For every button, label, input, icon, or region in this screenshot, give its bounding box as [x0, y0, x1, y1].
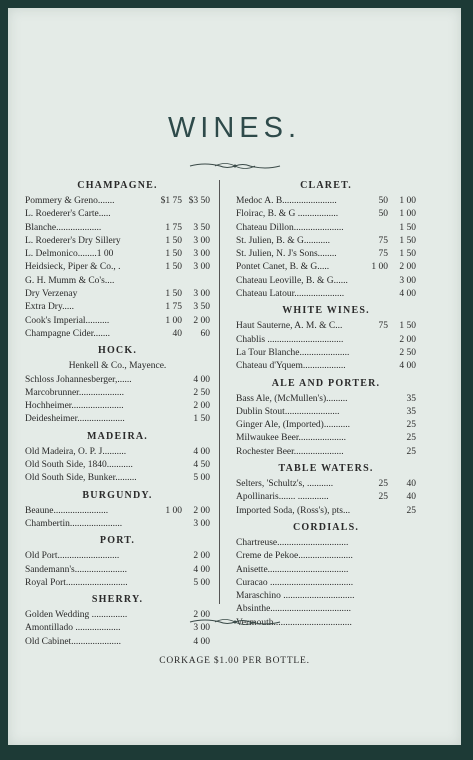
item-name: Chablis ................................ [236, 334, 344, 345]
item-price-bottle: 4 00 [193, 446, 210, 457]
menu-item-row [25, 328, 210, 341]
item-price-glass: 25 [378, 492, 388, 503]
section-heading: TABLE WATERS. [278, 463, 374, 475]
item-price-bottle: 3 00 [193, 623, 210, 634]
item-name: Pontet Canet, B. & G..... [236, 262, 330, 273]
item-price-glass: 1 75 [165, 222, 182, 233]
item-name: Ginger Ale, (Imported)........... [236, 420, 350, 431]
item-price-bottle: 2 00 [193, 551, 210, 562]
item-name: Chartreuse.............................. [236, 537, 349, 548]
menu-item-row [236, 491, 416, 504]
item-price-bottle: 2 00 [193, 315, 210, 326]
menu-item-row [236, 478, 416, 491]
item-price-glass: 1 00 [371, 262, 388, 273]
menu-item-row [25, 564, 210, 577]
item-price-glass: 1 50 [165, 289, 182, 300]
menu-item-row [25, 577, 210, 590]
item-price-bottle: 40 [406, 492, 416, 503]
item-name: L. Delmonico........1 00 [25, 249, 114, 260]
menu-item-row [236, 275, 416, 288]
menu-item-row [25, 550, 210, 563]
item-price-bottle: 1 50 [193, 414, 210, 425]
menu-item-row [236, 347, 416, 360]
column-divider [219, 180, 220, 604]
menu-item-row [236, 235, 416, 248]
item-price-glass: 75 [378, 321, 388, 332]
item-name: St. Julien, N. J's Sons........ [236, 249, 337, 260]
menu-item-row [236, 406, 416, 419]
menu-item-row [25, 374, 210, 387]
menu-item-row [25, 636, 210, 649]
item-price-bottle: 3 50 [193, 302, 210, 313]
menu-item-row [236, 248, 416, 261]
item-name: La Tour Blanche..................... [236, 347, 350, 358]
menu-item-row [25, 400, 210, 413]
section-heading: CLARET. [300, 180, 352, 191]
menu-item-row [236, 577, 416, 590]
item-price-bottle: 60 [200, 328, 210, 339]
menu-item-row [25, 609, 210, 622]
item-price-bottle: 3 00 [193, 235, 210, 246]
item-name: Absinthe.................................. [236, 604, 352, 615]
item-price-bottle: 4 00 [193, 636, 210, 647]
menu-item-row [236, 393, 416, 406]
item-name: Bass Ale, (McMullen's)......... [236, 393, 348, 404]
section-heading: HOCK. [97, 345, 138, 357]
item-price-bottle: 25 [406, 420, 416, 431]
item-price-bottle: 2 00 [193, 610, 210, 621]
item-name: Chateau d'Yquem.................. [236, 361, 346, 372]
item-name: Heidsieck, Piper & Co., . [25, 262, 121, 273]
menu-item-row [236, 195, 416, 208]
item-price-bottle: 4 00 [399, 361, 416, 372]
menu-item-row [25, 459, 210, 472]
menu-item-row [236, 419, 416, 432]
menu-item-row [236, 564, 416, 577]
item-name: Schloss Johannesberger,...... [25, 374, 132, 385]
section-heading: ALE AND PORTER. [271, 377, 381, 389]
menu-item-row [25, 288, 210, 301]
menu-item-row [25, 208, 210, 221]
section-heading: CHAMPAGNE. [77, 180, 158, 191]
menu-item-row [236, 432, 416, 445]
item-price-bottle: 3 00 [193, 262, 210, 273]
menu-item-row [25, 446, 210, 459]
item-name: Milwaukee Beer.................... [236, 433, 347, 444]
item-price-bottle: 5 00 [193, 473, 210, 484]
menu-item-row [25, 248, 210, 261]
menu-item-row [236, 505, 416, 518]
item-name: Medoc A. B....................... [236, 196, 337, 206]
section-heading: BURGUNDY. [82, 489, 153, 501]
item-price-bottle: 3 00 [193, 518, 210, 529]
item-price-bottle: 1 50 [399, 235, 416, 246]
item-name: Pommery & Greno....... [25, 196, 115, 206]
item-price-bottle: 3 00 [193, 289, 210, 300]
item-price-bottle: 2 00 [193, 505, 210, 516]
item-name: Marcobrunner................... [25, 387, 124, 398]
ornament-divider-top-icon [185, 161, 285, 171]
item-price-glass: $1 75 [160, 196, 182, 206]
item-price-glass: 1 75 [165, 302, 182, 313]
menu-item-row [25, 622, 210, 635]
item-name: Imported Soda, (Ross's), pts... [236, 505, 351, 516]
item-price-glass: 1 00 [165, 505, 182, 516]
left-column [25, 176, 210, 649]
item-price-bottle: 35 [406, 406, 416, 417]
menu-item-row [25, 472, 210, 485]
item-price-bottle: 4 00 [193, 564, 210, 575]
item-name: Blanche................... [25, 222, 102, 233]
page-title: WINES. [167, 112, 302, 144]
item-price-bottle: 2 00 [193, 401, 210, 412]
item-price-glass: 1 50 [165, 235, 182, 246]
item-price-glass: 50 [378, 209, 388, 220]
item-name: Curacao ................................... [236, 577, 354, 588]
item-name: Selters, 'Schultz's, ........... [236, 479, 334, 490]
item-name: St. Julien, B. & G........... [236, 235, 330, 246]
item-price-bottle: 4 00 [399, 289, 416, 300]
item-name: Extra Dry..... [25, 302, 74, 313]
menu-item-row [236, 537, 416, 550]
item-name: Royal Port.......................... [25, 577, 128, 588]
item-name: Deidesheimer.................... [25, 414, 125, 425]
menu-item-row [236, 222, 416, 235]
section-heading: WHITE WINES. [282, 305, 370, 317]
item-name: Haut Sauterne, A. M. & C... [236, 321, 343, 332]
menu-item-row [236, 550, 416, 563]
item-price-glass: 1 50 [165, 249, 182, 260]
section-heading: PORT. [99, 535, 136, 547]
item-name: Hochheimer...................... [25, 401, 124, 412]
item-price-bottle: 2 00 [399, 334, 416, 345]
item-name: Cook's Imperial.......... [25, 315, 110, 326]
item-name: Dublin Stout....................... [236, 406, 340, 417]
item-name: L. Roederer's Dry Sillery [25, 235, 121, 246]
item-price-bottle: 35 [406, 393, 416, 404]
menu-item-row [25, 195, 210, 208]
item-price-glass: 50 [378, 196, 388, 206]
item-price-glass: 1 50 [165, 262, 182, 273]
item-price-bottle: 5 00 [193, 577, 210, 588]
menu-item-row [236, 334, 416, 347]
menu-item-row [236, 590, 416, 603]
right-column [236, 176, 416, 630]
item-price-bottle: 4 00 [193, 374, 210, 385]
menu-item-row [25, 315, 210, 328]
menu-item-row [25, 413, 210, 426]
section-heading: SHERRY. [91, 594, 144, 606]
item-name: Champagne Cider....... [25, 328, 110, 339]
item-name: Beaune....................... [25, 505, 109, 516]
menu-item-row [236, 208, 416, 221]
item-price-bottle: 1 50 [399, 222, 416, 233]
item-name: Old South Side, 1840........... [25, 460, 133, 471]
item-price-glass: 25 [378, 479, 388, 490]
menu-item-row [25, 387, 210, 400]
item-name: Dry Verzenay [25, 289, 78, 300]
item-name: Rochester Beer..................... [236, 446, 344, 457]
section-heading: MADEIRA. [87, 430, 148, 442]
item-name: Apollinaris....... ............. [236, 492, 329, 503]
menu-page [8, 8, 461, 745]
item-price-bottle: 40 [406, 479, 416, 490]
item-name: Chateau Leoville, B. & G...... [236, 275, 348, 286]
item-name: Golden Wedding ............... [25, 610, 128, 621]
item-price-bottle: 4 50 [193, 460, 210, 471]
item-name: Old Port.......................... [25, 551, 120, 562]
item-price-glass: 75 [378, 249, 388, 260]
item-name: Old Madeira, O. P. J.......... [25, 446, 127, 457]
menu-item-row [25, 222, 210, 235]
item-price-bottle: 1 50 [399, 249, 416, 260]
item-price-bottle: 1 00 [399, 209, 416, 220]
menu-item-row [25, 275, 210, 288]
item-name: Creme de Pekoe....................... [236, 551, 353, 562]
item-name: G. H. Mumm & Co's.... [25, 275, 115, 286]
item-price-bottle: $3 50 [188, 196, 210, 206]
item-price-bottle: 3 00 [399, 275, 416, 286]
item-name: Old South Side, Bunker......... [25, 473, 137, 484]
item-price-bottle: 25 [406, 505, 416, 516]
item-name: Sandemann's...................... [25, 564, 127, 575]
menu-item-row [236, 603, 416, 616]
item-price-bottle: 25 [406, 433, 416, 444]
item-price-glass: 1 00 [165, 315, 182, 326]
menu-item-row [25, 261, 210, 274]
item-price-bottle: 2 00 [399, 262, 416, 273]
item-name: Chambertin...................... [25, 518, 123, 529]
section-heading: CORDIALS. [292, 521, 360, 533]
menu-item-row [236, 446, 416, 459]
item-name: Vermouth................................. [236, 617, 352, 628]
menu-item-row [25, 518, 210, 531]
item-price-bottle: 1 50 [399, 321, 416, 332]
corkage-note: CORKAGE $1.00 PER BOTTLE. [159, 656, 310, 666]
menu-item-row [236, 261, 416, 274]
item-price-glass: 40 [172, 328, 182, 339]
item-name: Amontillado ................... [25, 623, 121, 634]
menu-item-row [25, 301, 210, 314]
menu-item-row [236, 288, 416, 301]
item-price-bottle: 2 50 [399, 347, 416, 358]
item-price-bottle: 2 50 [193, 387, 210, 398]
item-price-bottle: 3 00 [193, 249, 210, 260]
item-price-bottle: 1 00 [399, 196, 416, 206]
item-name: Chateau Dillon..................... [236, 222, 344, 233]
item-name: L. Roederer's Carte..... [25, 209, 111, 220]
ornament-divider-bottom-icon [185, 617, 285, 627]
item-name: Floirac, B. & G ................. [236, 209, 339, 220]
menu-item-row [25, 235, 210, 248]
section-note: Henkell & Co., Mayence. [68, 361, 167, 372]
item-name: Chateau Latour..................... [236, 289, 345, 300]
menu-item-row [236, 360, 416, 373]
item-name: Anisette.................................. [236, 564, 349, 575]
item-name: Maraschino .............................. [236, 591, 355, 602]
menu-item-row [25, 505, 210, 518]
item-price-bottle: 3 50 [193, 222, 210, 233]
item-price-glass: 75 [378, 235, 388, 246]
item-price-bottle: 25 [406, 446, 416, 457]
menu-item-row [236, 320, 416, 333]
item-name: Old Cabinet..................... [25, 636, 122, 647]
